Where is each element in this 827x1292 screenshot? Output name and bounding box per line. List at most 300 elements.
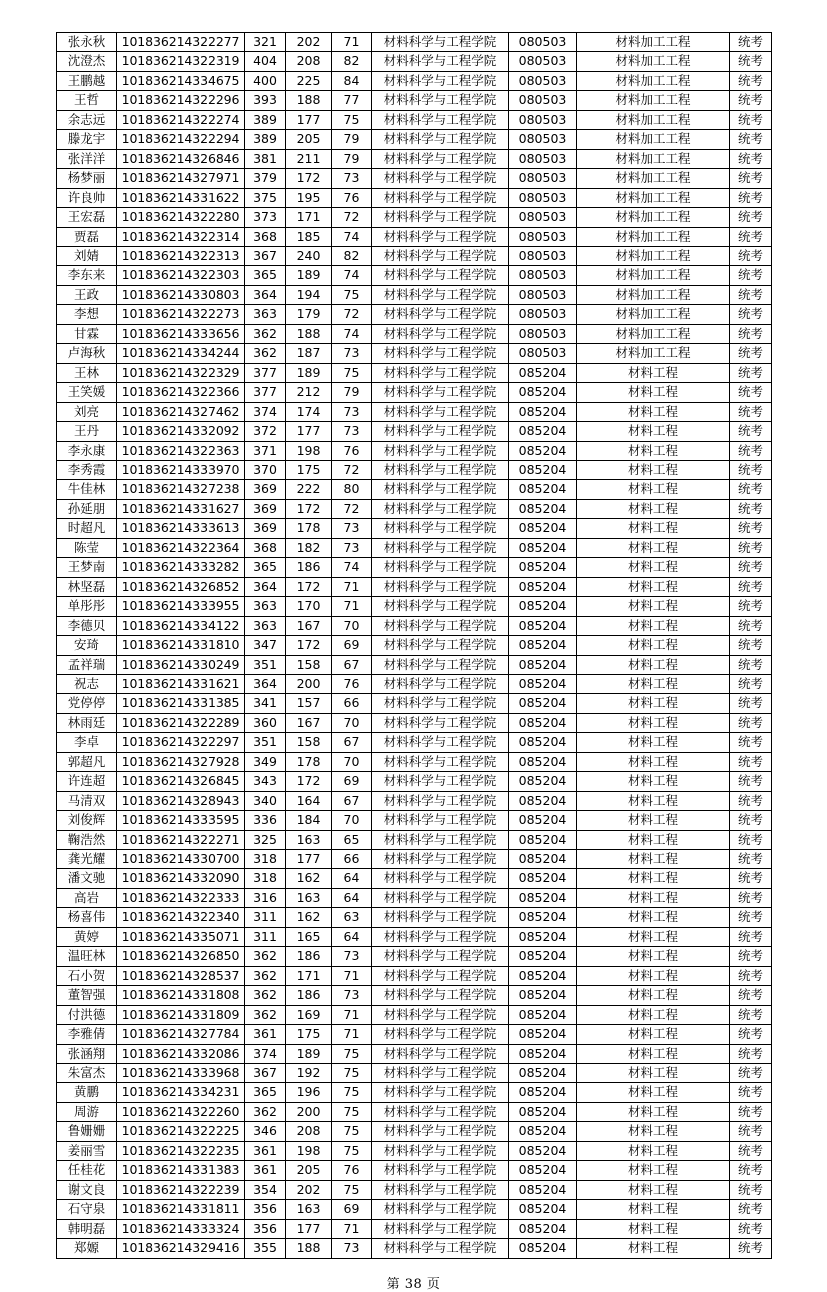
cell-id: 101836214332090 xyxy=(117,869,245,888)
table-row xyxy=(57,674,772,693)
cell-score3: 72 xyxy=(332,499,372,518)
table-row xyxy=(57,266,772,285)
cell-type: 统考 xyxy=(730,149,772,168)
cell-score3: 71 xyxy=(332,1005,372,1024)
cell-name: 任桂花 xyxy=(57,1161,117,1180)
cell-total: 364 xyxy=(245,285,286,304)
cell-score3: 67 xyxy=(332,791,372,810)
cell-name: 黄鹏 xyxy=(57,1083,117,1102)
cell-type: 统考 xyxy=(730,577,772,596)
cell-total: 404 xyxy=(245,52,286,71)
cell-code: 085204 xyxy=(509,655,577,674)
cell-score2: 208 xyxy=(286,52,332,71)
cell-total: 362 xyxy=(245,1102,286,1121)
cell-total: 311 xyxy=(245,927,286,946)
cell-name: 陈莹 xyxy=(57,538,117,557)
cell-code: 085204 xyxy=(509,499,577,518)
cell-name: 杨喜伟 xyxy=(57,908,117,927)
cell-name: 付洪德 xyxy=(57,1005,117,1024)
cell-id: 101836214334244 xyxy=(117,344,245,363)
cell-name: 鲁姗姗 xyxy=(57,1122,117,1141)
cell-id: 101836214322239 xyxy=(117,1180,245,1199)
cell-type: 统考 xyxy=(730,402,772,421)
cell-id: 101836214322277 xyxy=(117,33,245,52)
cell-major: 材料工程 xyxy=(577,713,730,732)
cell-name: 王宏磊 xyxy=(57,208,117,227)
cell-major: 材料工程 xyxy=(577,363,730,382)
cell-score2: 186 xyxy=(286,947,332,966)
cell-id: 101836214322296 xyxy=(117,91,245,110)
cell-name: 李东来 xyxy=(57,266,117,285)
cell-name: 黄婷 xyxy=(57,927,117,946)
cell-total: 360 xyxy=(245,713,286,732)
cell-score3: 77 xyxy=(332,91,372,110)
cell-score3: 67 xyxy=(332,733,372,752)
cell-name: 张涵翔 xyxy=(57,1044,117,1063)
cell-score2: 200 xyxy=(286,674,332,693)
table-row xyxy=(57,460,772,479)
table-row xyxy=(57,1122,772,1141)
cell-college: 材料科学与工程学院 xyxy=(372,441,509,460)
cell-type: 统考 xyxy=(730,1239,772,1258)
table-row xyxy=(57,772,772,791)
cell-score2: 194 xyxy=(286,285,332,304)
cell-major: 材料工程 xyxy=(577,1044,730,1063)
cell-major: 材料工程 xyxy=(577,1219,730,1238)
cell-total: 377 xyxy=(245,363,286,382)
cell-total: 367 xyxy=(245,1064,286,1083)
cell-id: 101836214327784 xyxy=(117,1025,245,1044)
cell-total: 364 xyxy=(245,577,286,596)
cell-score2: 163 xyxy=(286,888,332,907)
cell-major: 材料加工工程 xyxy=(577,188,730,207)
cell-score3: 69 xyxy=(332,772,372,791)
cell-college: 材料科学与工程学院 xyxy=(372,149,509,168)
cell-score3: 80 xyxy=(332,480,372,499)
cell-total: 351 xyxy=(245,655,286,674)
cell-score3: 64 xyxy=(332,869,372,888)
table-row xyxy=(57,947,772,966)
cell-major: 材料加工工程 xyxy=(577,52,730,71)
cell-type: 统考 xyxy=(730,1083,772,1102)
cell-score2: 177 xyxy=(286,850,332,869)
cell-score3: 84 xyxy=(332,71,372,90)
cell-code: 085204 xyxy=(509,1083,577,1102)
cell-major: 材料工程 xyxy=(577,441,730,460)
cell-code: 085204 xyxy=(509,1239,577,1258)
cell-type: 统考 xyxy=(730,188,772,207)
cell-score3: 74 xyxy=(332,227,372,246)
cell-type: 统考 xyxy=(730,986,772,1005)
cell-code: 085204 xyxy=(509,597,577,616)
cell-score3: 70 xyxy=(332,752,372,771)
cell-major: 材料加工工程 xyxy=(577,324,730,343)
table-row xyxy=(57,208,772,227)
cell-score3: 79 xyxy=(332,130,372,149)
table-row xyxy=(57,577,772,596)
cell-total: 372 xyxy=(245,422,286,441)
cell-type: 统考 xyxy=(730,1141,772,1160)
table-row xyxy=(57,927,772,946)
cell-id: 101836214327971 xyxy=(117,169,245,188)
cell-score2: 186 xyxy=(286,558,332,577)
cell-type: 统考 xyxy=(730,363,772,382)
cell-score2: 186 xyxy=(286,986,332,1005)
table-row xyxy=(57,91,772,110)
cell-id: 101836214331809 xyxy=(117,1005,245,1024)
cell-major: 材料加工工程 xyxy=(577,71,730,90)
cell-college: 材料科学与工程学院 xyxy=(372,422,509,441)
cell-major: 材料工程 xyxy=(577,1025,730,1044)
cell-college: 材料科学与工程学院 xyxy=(372,1122,509,1141)
cell-name: 李雅倩 xyxy=(57,1025,117,1044)
cell-name: 滕龙宇 xyxy=(57,130,117,149)
cell-score2: 162 xyxy=(286,908,332,927)
cell-major: 材料工程 xyxy=(577,1180,730,1199)
table-row xyxy=(57,188,772,207)
table-row xyxy=(57,888,772,907)
cell-score3: 79 xyxy=(332,149,372,168)
cell-score2: 162 xyxy=(286,869,332,888)
cell-type: 统考 xyxy=(730,947,772,966)
cell-score2: 172 xyxy=(286,577,332,596)
cell-code: 080503 xyxy=(509,91,577,110)
cell-id: 101836214332092 xyxy=(117,422,245,441)
cell-type: 统考 xyxy=(730,344,772,363)
cell-score3: 70 xyxy=(332,811,372,830)
cell-score2: 202 xyxy=(286,1180,332,1199)
cell-total: 311 xyxy=(245,908,286,927)
cell-type: 统考 xyxy=(730,752,772,771)
cell-major: 材料加工工程 xyxy=(577,227,730,246)
cell-id: 101836214333324 xyxy=(117,1219,245,1238)
cell-name: 安琦 xyxy=(57,636,117,655)
cell-college: 材料科学与工程学院 xyxy=(372,363,509,382)
table-row xyxy=(57,908,772,927)
cell-score2: 167 xyxy=(286,713,332,732)
cell-score3: 73 xyxy=(332,986,372,1005)
cell-major: 材料加工工程 xyxy=(577,344,730,363)
cell-name: 谢文良 xyxy=(57,1180,117,1199)
cell-type: 统考 xyxy=(730,616,772,635)
cell-code: 085204 xyxy=(509,1064,577,1083)
cell-major: 材料工程 xyxy=(577,422,730,441)
cell-total: 361 xyxy=(245,1025,286,1044)
table-row xyxy=(57,655,772,674)
cell-type: 统考 xyxy=(730,1200,772,1219)
cell-total: 318 xyxy=(245,850,286,869)
cell-code: 085204 xyxy=(509,616,577,635)
cell-college: 材料科学与工程学院 xyxy=(372,772,509,791)
cell-code: 080503 xyxy=(509,324,577,343)
cell-id: 101836214322289 xyxy=(117,713,245,732)
table-row xyxy=(57,830,772,849)
cell-id: 101836214322274 xyxy=(117,110,245,129)
cell-score2: 198 xyxy=(286,1141,332,1160)
cell-name: 王丹 xyxy=(57,422,117,441)
cell-type: 统考 xyxy=(730,674,772,693)
cell-score2: 172 xyxy=(286,772,332,791)
table-row xyxy=(57,227,772,246)
cell-name: 张永秋 xyxy=(57,33,117,52)
cell-score3: 75 xyxy=(332,1044,372,1063)
cell-score3: 75 xyxy=(332,363,372,382)
table-row xyxy=(57,1025,772,1044)
cell-total: 363 xyxy=(245,616,286,635)
cell-name: 牛佳林 xyxy=(57,480,117,499)
cell-college: 材料科学与工程学院 xyxy=(372,91,509,110)
cell-id: 101836214322271 xyxy=(117,830,245,849)
cell-type: 统考 xyxy=(730,305,772,324)
cell-code: 080503 xyxy=(509,33,577,52)
cell-code: 085204 xyxy=(509,830,577,849)
cell-code: 085204 xyxy=(509,1122,577,1141)
cell-score3: 73 xyxy=(332,422,372,441)
cell-id: 101836214331621 xyxy=(117,674,245,693)
cell-score2: 172 xyxy=(286,499,332,518)
cell-score2: 177 xyxy=(286,110,332,129)
cell-code: 080503 xyxy=(509,188,577,207)
cell-total: 389 xyxy=(245,130,286,149)
cell-name: 鞠浩然 xyxy=(57,830,117,849)
cell-id: 101836214322314 xyxy=(117,227,245,246)
cell-name: 李秀霞 xyxy=(57,460,117,479)
cell-code: 085204 xyxy=(509,1005,577,1024)
cell-type: 统考 xyxy=(730,869,772,888)
cell-major: 材料加工工程 xyxy=(577,246,730,265)
cell-college: 材料科学与工程学院 xyxy=(372,655,509,674)
cell-name: 李德贝 xyxy=(57,616,117,635)
cell-major: 材料工程 xyxy=(577,499,730,518)
table-row xyxy=(57,1200,772,1219)
cell-score2: 211 xyxy=(286,149,332,168)
cell-score2: 188 xyxy=(286,91,332,110)
cell-score2: 189 xyxy=(286,1044,332,1063)
cell-score3: 76 xyxy=(332,441,372,460)
cell-score2: 196 xyxy=(286,1083,332,1102)
cell-code: 085204 xyxy=(509,538,577,557)
cell-college: 材料科学与工程学院 xyxy=(372,519,509,538)
cell-major: 材料加工工程 xyxy=(577,305,730,324)
cell-college: 材料科学与工程学院 xyxy=(372,830,509,849)
cell-code: 080503 xyxy=(509,52,577,71)
cell-name: 王林 xyxy=(57,363,117,382)
cell-id: 101836214322333 xyxy=(117,888,245,907)
cell-code: 085204 xyxy=(509,811,577,830)
cell-college: 材料科学与工程学院 xyxy=(372,850,509,869)
cell-score2: 165 xyxy=(286,927,332,946)
cell-total: 369 xyxy=(245,499,286,518)
cell-major: 材料工程 xyxy=(577,1005,730,1024)
cell-id: 101836214333282 xyxy=(117,558,245,577)
cell-college: 材料科学与工程学院 xyxy=(372,169,509,188)
table-row xyxy=(57,480,772,499)
table-row xyxy=(57,1239,772,1258)
table-row xyxy=(57,149,772,168)
cell-type: 统考 xyxy=(730,499,772,518)
cell-code: 085204 xyxy=(509,772,577,791)
table-row xyxy=(57,791,772,810)
cell-id: 101836214330249 xyxy=(117,655,245,674)
cell-score3: 73 xyxy=(332,538,372,557)
cell-score2: 174 xyxy=(286,402,332,421)
cell-score2: 185 xyxy=(286,227,332,246)
cell-code: 085204 xyxy=(509,1141,577,1160)
cell-code: 085204 xyxy=(509,383,577,402)
cell-code: 085204 xyxy=(509,1044,577,1063)
cell-score3: 64 xyxy=(332,888,372,907)
cell-major: 材料工程 xyxy=(577,850,730,869)
cell-id: 101836214322366 xyxy=(117,383,245,402)
cell-name: 孟祥瑞 xyxy=(57,655,117,674)
cell-total: 363 xyxy=(245,597,286,616)
cell-id: 101836214333968 xyxy=(117,1064,245,1083)
cell-major: 材料工程 xyxy=(577,908,730,927)
table-row xyxy=(57,130,772,149)
cell-id: 101836214326852 xyxy=(117,577,245,596)
cell-score3: 73 xyxy=(332,402,372,421)
cell-college: 材料科学与工程学院 xyxy=(372,927,509,946)
cell-type: 统考 xyxy=(730,830,772,849)
cell-total: 369 xyxy=(245,519,286,538)
cell-major: 材料工程 xyxy=(577,791,730,810)
cell-total: 316 xyxy=(245,888,286,907)
cell-major: 材料工程 xyxy=(577,538,730,557)
cell-major: 材料工程 xyxy=(577,383,730,402)
cell-type: 统考 xyxy=(730,888,772,907)
cell-code: 085204 xyxy=(509,888,577,907)
cell-college: 材料科学与工程学院 xyxy=(372,674,509,693)
cell-major: 材料工程 xyxy=(577,869,730,888)
table-row xyxy=(57,1161,772,1180)
cell-code: 085204 xyxy=(509,636,577,655)
cell-name: 贾磊 xyxy=(57,227,117,246)
table-row xyxy=(57,441,772,460)
cell-score3: 71 xyxy=(332,33,372,52)
cell-name: 甘霖 xyxy=(57,324,117,343)
cell-score2: 188 xyxy=(286,324,332,343)
cell-total: 362 xyxy=(245,324,286,343)
cell-major: 材料工程 xyxy=(577,1239,730,1258)
cell-code: 080503 xyxy=(509,227,577,246)
cell-total: 371 xyxy=(245,441,286,460)
cell-college: 材料科学与工程学院 xyxy=(372,383,509,402)
cell-type: 统考 xyxy=(730,383,772,402)
cell-total: 400 xyxy=(245,71,286,90)
cell-type: 统考 xyxy=(730,460,772,479)
table-row xyxy=(57,1083,772,1102)
table-row xyxy=(57,1064,772,1083)
cell-type: 统考 xyxy=(730,1025,772,1044)
cell-name: 时超凡 xyxy=(57,519,117,538)
cell-total: 347 xyxy=(245,636,286,655)
cell-total: 365 xyxy=(245,558,286,577)
cell-score2: 205 xyxy=(286,130,332,149)
cell-code: 085204 xyxy=(509,966,577,985)
cell-score3: 72 xyxy=(332,305,372,324)
cell-score3: 67 xyxy=(332,655,372,674)
cell-id: 101836214328537 xyxy=(117,966,245,985)
cell-id: 101836214329416 xyxy=(117,1239,245,1258)
cell-score2: 198 xyxy=(286,441,332,460)
cell-score3: 82 xyxy=(332,246,372,265)
cell-type: 统考 xyxy=(730,655,772,674)
cell-id: 101836214322319 xyxy=(117,52,245,71)
table-row xyxy=(57,110,772,129)
cell-score3: 73 xyxy=(332,344,372,363)
cell-type: 统考 xyxy=(730,694,772,713)
cell-code: 085204 xyxy=(509,1219,577,1238)
cell-name: 李想 xyxy=(57,305,117,324)
table-row xyxy=(57,811,772,830)
cell-id: 101836214333613 xyxy=(117,519,245,538)
cell-total: 340 xyxy=(245,791,286,810)
cell-college: 材料科学与工程学院 xyxy=(372,597,509,616)
cell-code: 080503 xyxy=(509,130,577,149)
cell-code: 080503 xyxy=(509,169,577,188)
cell-college: 材料科学与工程学院 xyxy=(372,402,509,421)
table-row xyxy=(57,71,772,90)
cell-score2: 177 xyxy=(286,1219,332,1238)
cell-major: 材料工程 xyxy=(577,986,730,1005)
cell-college: 材料科学与工程学院 xyxy=(372,344,509,363)
cell-major: 材料工程 xyxy=(577,733,730,752)
cell-id: 101836214333970 xyxy=(117,460,245,479)
cell-score2: 202 xyxy=(286,33,332,52)
cell-id: 101836214322280 xyxy=(117,208,245,227)
cell-id: 101836214322225 xyxy=(117,1122,245,1141)
cell-score3: 63 xyxy=(332,908,372,927)
cell-score2: 171 xyxy=(286,208,332,227)
cell-id: 101836214327928 xyxy=(117,752,245,771)
table-row xyxy=(57,1180,772,1199)
cell-total: 318 xyxy=(245,869,286,888)
cell-college: 材料科学与工程学院 xyxy=(372,791,509,810)
table-row xyxy=(57,305,772,324)
cell-college: 材料科学与工程学院 xyxy=(372,1180,509,1199)
cell-name: 余志远 xyxy=(57,110,117,129)
cell-type: 统考 xyxy=(730,71,772,90)
cell-score2: 200 xyxy=(286,1102,332,1121)
cell-name: 王哲 xyxy=(57,91,117,110)
cell-major: 材料工程 xyxy=(577,772,730,791)
cell-code: 085204 xyxy=(509,850,577,869)
cell-major: 材料工程 xyxy=(577,674,730,693)
cell-id: 101836214322294 xyxy=(117,130,245,149)
cell-score3: 75 xyxy=(332,1122,372,1141)
cell-total: 362 xyxy=(245,1005,286,1024)
cell-major: 材料工程 xyxy=(577,597,730,616)
cell-total: 389 xyxy=(245,110,286,129)
cell-score2: 175 xyxy=(286,1025,332,1044)
cell-code: 080503 xyxy=(509,149,577,168)
table-row xyxy=(57,344,772,363)
cell-name: 韩明磊 xyxy=(57,1219,117,1238)
cell-type: 统考 xyxy=(730,1180,772,1199)
cell-college: 材料科学与工程学院 xyxy=(372,538,509,557)
cell-name: 王笑媛 xyxy=(57,383,117,402)
cell-type: 统考 xyxy=(730,1064,772,1083)
cell-major: 材料加工工程 xyxy=(577,33,730,52)
cell-id: 101836214322235 xyxy=(117,1141,245,1160)
table-row xyxy=(57,1102,772,1121)
cell-college: 材料科学与工程学院 xyxy=(372,986,509,1005)
table-row xyxy=(57,363,772,382)
cell-code: 080503 xyxy=(509,266,577,285)
cell-total: 355 xyxy=(245,1239,286,1258)
cell-id: 101836214331810 xyxy=(117,636,245,655)
cell-type: 统考 xyxy=(730,1005,772,1024)
